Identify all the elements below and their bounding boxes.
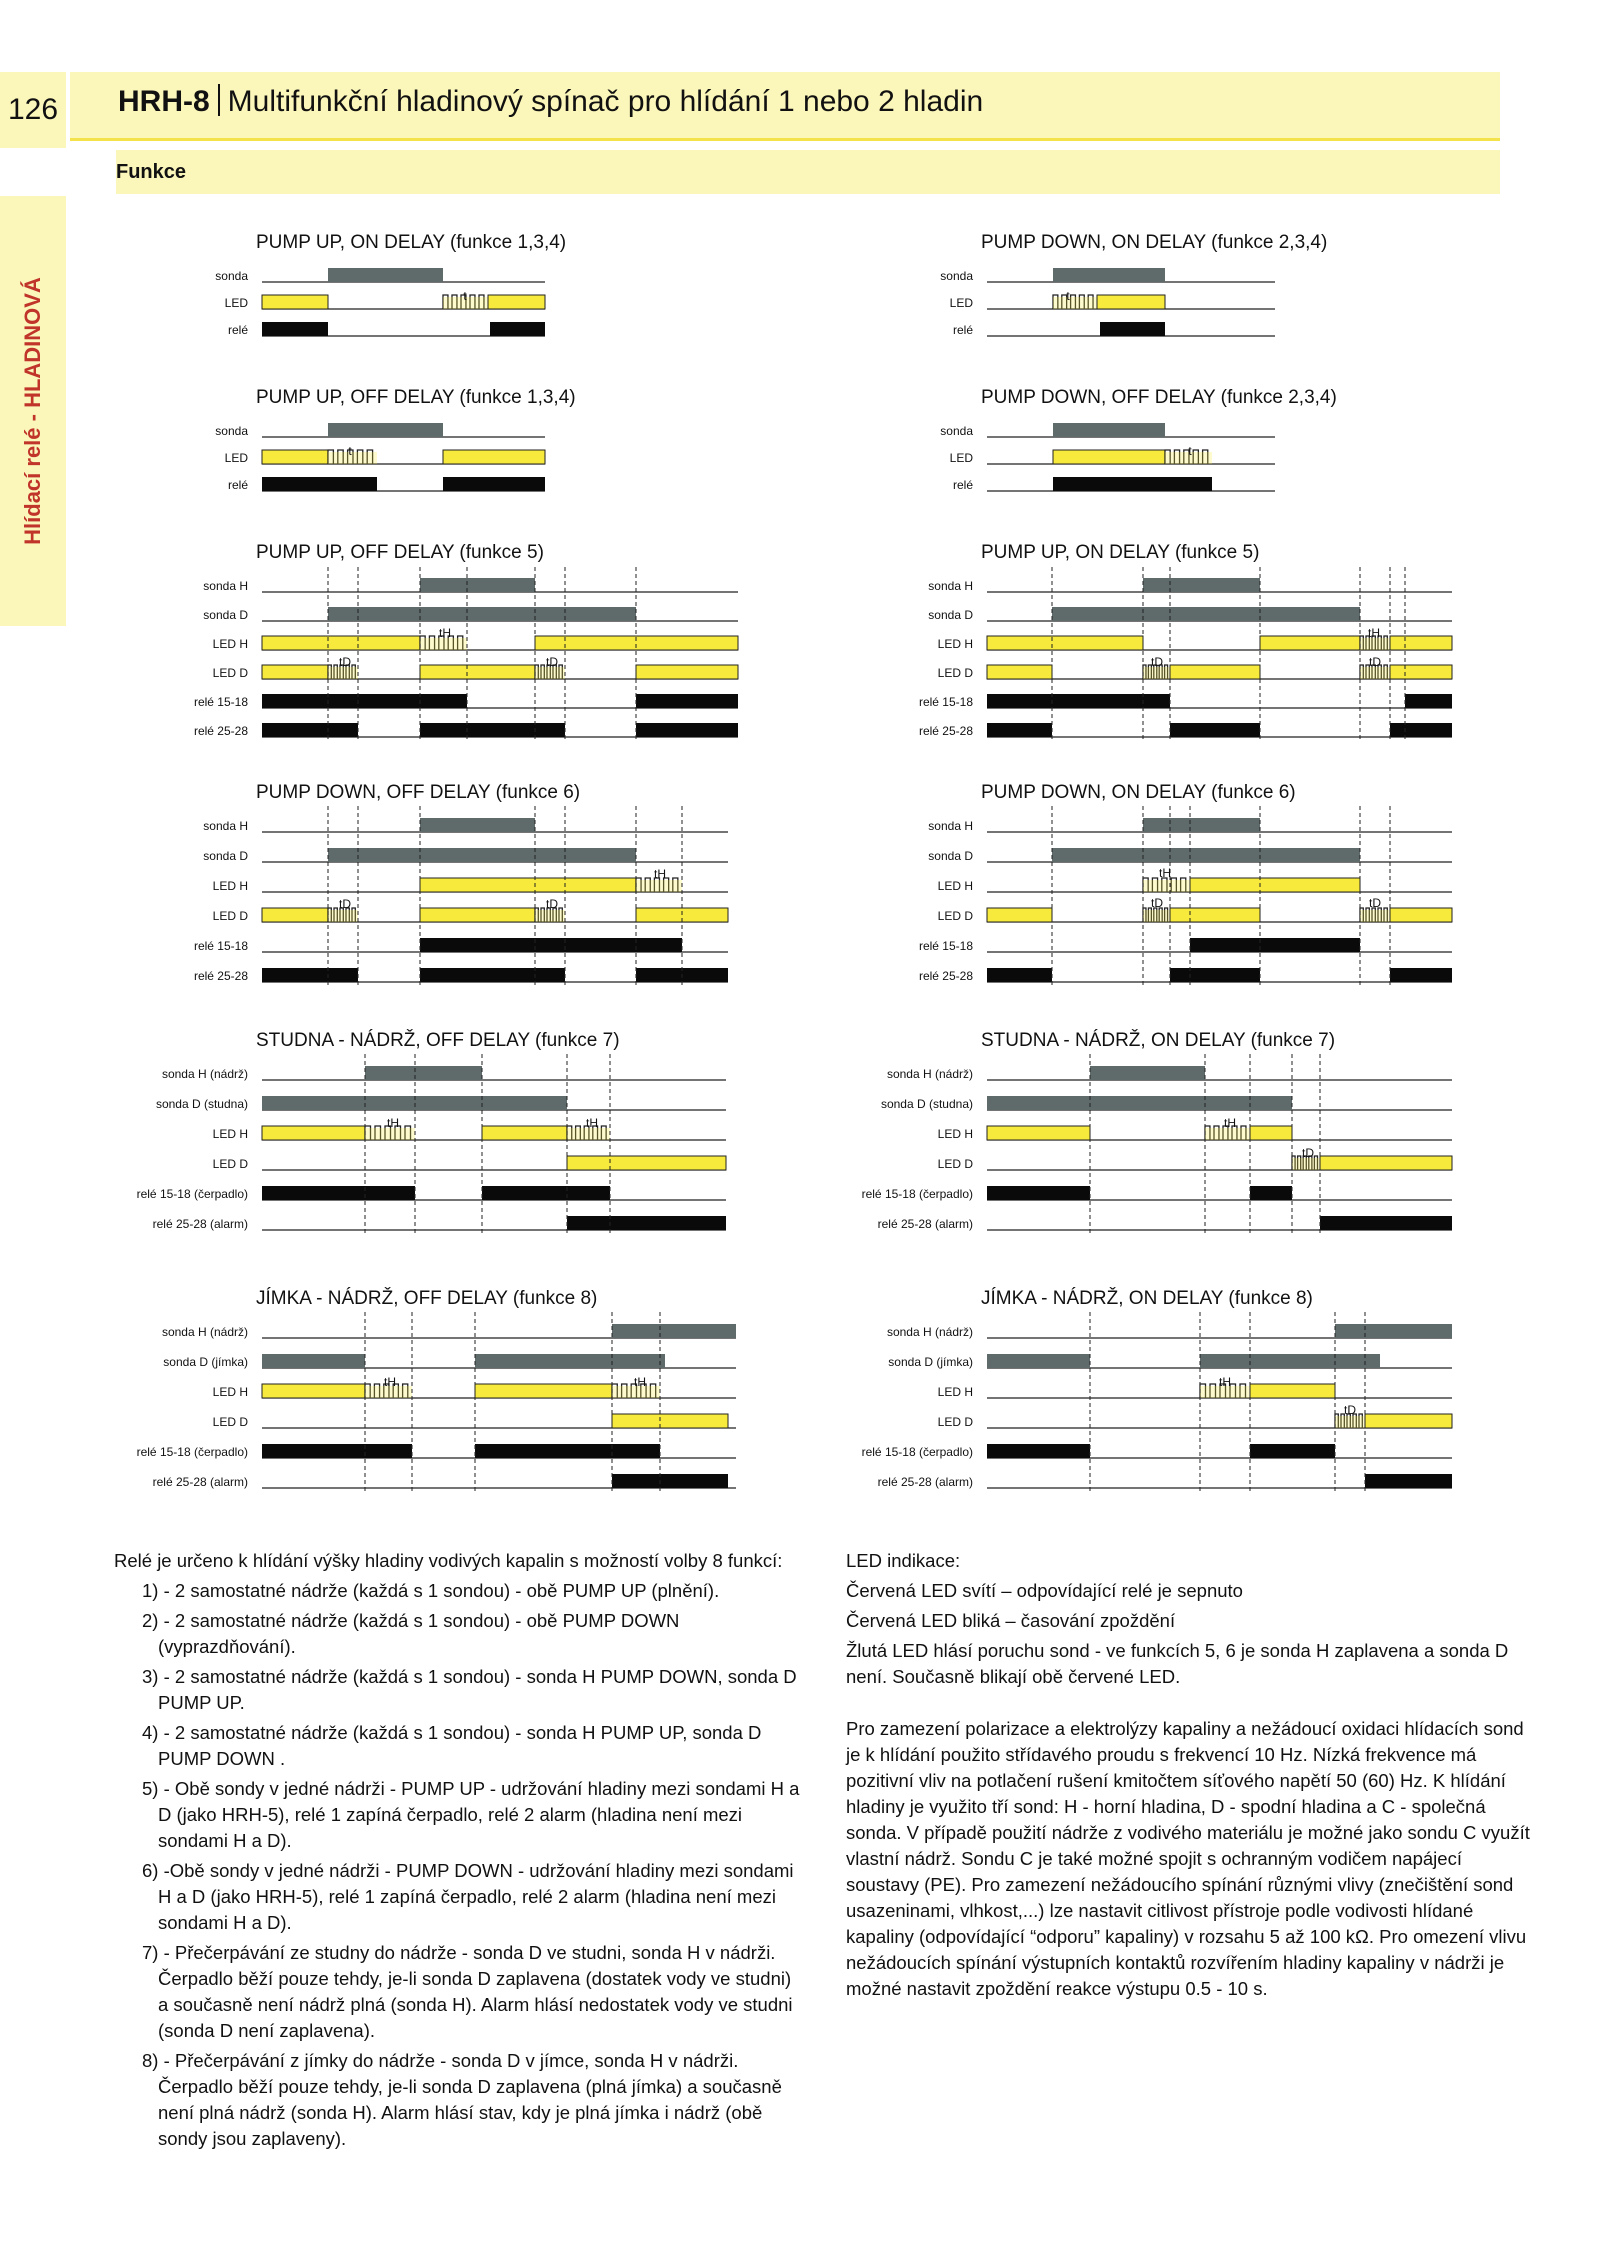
signal-label: LED D <box>212 909 248 923</box>
function-item: 1) - 2 samostatné nádrže (každá s 1 sondou) - obě PUMP UP (plnění). <box>142 1580 720 1601</box>
relay-bar <box>987 1186 1090 1200</box>
relay-bar <box>636 723 738 737</box>
relay-bar <box>1190 938 1360 952</box>
probe-level-bar <box>1335 1324 1452 1338</box>
delay-pulse-fill <box>1053 297 1097 309</box>
delay-label: tH <box>439 626 451 640</box>
signal-label: sonda D <box>928 849 973 863</box>
signal-label: relé 15-18 (čerpadlo) <box>136 1187 248 1201</box>
led-bar <box>1250 1126 1292 1140</box>
delay-pulse-fill <box>1143 910 1170 922</box>
relay-bar <box>262 694 467 708</box>
relay-bar <box>1250 1186 1292 1200</box>
delay-label: tH <box>654 867 666 881</box>
signal-label: sonda D (studna) <box>880 1097 973 1111</box>
relay-bar <box>420 968 565 982</box>
function-item: 7) - Přečerpávání ze studny do nádrže - sonda D ve studni, sonda H v nádrži. Čerpadlo běží pouze tehdy, je-li sonda D zaplavena (dostatek vody ve studni) a současně není nádrž plná (sonda H). Alarm hlásí nedostatek vody ve studni (sonda D není zaplavena). <box>142 1942 793 2041</box>
signal-label: sonda <box>215 424 248 438</box>
relay-bar <box>1170 723 1260 737</box>
delay-label: tD <box>546 897 558 911</box>
delay-label: t <box>1066 289 1070 303</box>
page-number: 126 <box>0 72 66 148</box>
led-title: LED indikace: <box>846 1550 961 1571</box>
delay-pulse-fill <box>1360 910 1390 922</box>
led-bar <box>1260 636 1360 650</box>
probe-level-bar <box>1053 268 1165 282</box>
relay-bar <box>987 723 1052 737</box>
delay-label: tH <box>1219 1375 1231 1389</box>
led-bar <box>1365 1414 1452 1428</box>
led-line: Žlutá LED hlásí poruchu sond - ve funkcích 5, 6 je sonda H zaplavena a sonda D není. Současně blikají obě červené LED. <box>846 1640 1509 1687</box>
led-bar <box>1390 665 1452 679</box>
signal-label: LED <box>949 451 973 465</box>
relay-bar <box>420 938 682 952</box>
signal-label: sonda H <box>928 819 973 833</box>
led-bar <box>636 665 738 679</box>
relay-bar <box>636 694 738 708</box>
signal-label: relé 25-28 <box>918 969 973 983</box>
probe-level-bar <box>365 1066 482 1080</box>
probe-level-bar <box>1143 578 1260 592</box>
probe-level-bar <box>328 268 443 282</box>
signal-label: relé 25-28 <box>193 724 248 738</box>
delay-pulse-fill <box>1143 880 1190 892</box>
signal-label: relé 25-28 (alarm) <box>877 1217 973 1231</box>
delay-label: tH <box>1159 866 1171 880</box>
relay-bar <box>1390 968 1452 982</box>
delay-label: t <box>1188 444 1192 458</box>
diagram-title: PUMP DOWN, OFF DELAY (funkce 2,3,4) <box>981 387 1337 408</box>
relay-bar <box>1053 477 1212 491</box>
signal-label: relé 25-28 <box>918 724 973 738</box>
signal-label: sonda D (jímka) <box>888 1355 973 1369</box>
function-item: 6) -Obě sondy v jedné nádrži - PUMP DOWN - udržování hladiny mezi sondami H a D (jako HRH-5), relé 1 zapíná čerpadlo, relé 2 alarm (hladina není mezi sondami H a D). <box>142 1860 794 1933</box>
signal-label: LED H <box>937 1127 973 1141</box>
probe-level-bar <box>328 423 443 437</box>
signal-label: LED D <box>937 909 973 923</box>
signal-label: sonda D (jímka) <box>163 1355 248 1369</box>
signal-label: sonda <box>215 269 248 283</box>
led-line: Červená LED bliká – časování zpoždění <box>846 1610 1176 1631</box>
led-bar <box>987 1126 1090 1140</box>
signal-label: LED D <box>212 1157 248 1171</box>
relay-bar <box>1365 1474 1452 1488</box>
delay-label: tH <box>1224 1116 1236 1130</box>
probe-level-bar <box>1052 848 1360 862</box>
signal-label: LED D <box>937 1415 973 1429</box>
signal-label: LED H <box>937 879 973 893</box>
signal-label: sonda H <box>203 579 248 593</box>
probe-level-bar <box>1090 1066 1205 1080</box>
delay-pulse-fill <box>328 910 358 922</box>
relay-bar <box>1390 723 1452 737</box>
diagram-title: PUMP UP, ON DELAY (funkce 5) <box>981 542 1260 563</box>
signal-label: LED H <box>937 637 973 651</box>
led-bar <box>1190 878 1360 892</box>
function-item: 8) - Přečerpávání z jímky do nádrže - sonda D v jímce, sonda H v nádrži. Čerpadlo běží pouze tehdy, je-li sonda D zaplavena (plná jímka) a současně není plná nádrž (sonda H). Alarm hlásí stav, kdy je plná jímka i nádrž (obě sondy jsou zaplaveny). <box>142 2050 782 2149</box>
signal-label: relé <box>227 478 248 492</box>
intro-text: Relé je určeno k hlídání výšky hladiny vodivých kapalin s možností volby 8 funkcí: <box>114 1550 783 1571</box>
led-bar <box>1053 450 1165 464</box>
delay-label: tH <box>634 1375 646 1389</box>
probe-level-bar <box>420 578 535 592</box>
led-bar <box>443 450 545 464</box>
delay-label: t <box>463 289 467 303</box>
probe-level-bar <box>1053 423 1165 437</box>
delay-pulse-fill <box>636 880 682 892</box>
delay-pulse-fill <box>1335 1416 1365 1428</box>
relay-bar <box>1250 1444 1335 1458</box>
signal-label: LED <box>224 296 248 310</box>
signal-label: relé <box>952 478 973 492</box>
led-bar <box>262 636 420 650</box>
relay-bar <box>262 322 328 336</box>
signal-label: LED <box>224 451 248 465</box>
signal-label: sonda <box>940 269 973 283</box>
product-name: HRH-8 <box>118 85 210 118</box>
relay-bar <box>420 723 565 737</box>
signal-label: LED H <box>212 1385 248 1399</box>
led-bar <box>612 1414 728 1428</box>
diagram-title: JÍMKA - NÁDRŽ, OFF DELAY (funkce 8) <box>256 1288 598 1309</box>
led-bar <box>987 908 1052 922</box>
function-item: 2) - 2 samostatné nádrže (každá s 1 sondou) - obě PUMP DOWN (vyprazdňování). <box>142 1610 680 1657</box>
product-description: Multifunkční hladinový spínač pro hlídání 1 nebo 2 hladin <box>227 85 984 118</box>
signal-label: relé 15-18 <box>918 695 973 709</box>
led-bar <box>420 665 535 679</box>
signal-label: relé 15-18 <box>193 939 248 953</box>
led-line: Červená LED svítí – odpovídající relé je sepnuto <box>846 1580 1243 1601</box>
delay-label: tH <box>586 1116 598 1130</box>
signal-label: LED D <box>937 666 973 680</box>
description-paragraph: Pro zamezení polarizace a elektrolýzy kapaliny a nežádoucí oxidaci hlídacích sond je k hlídání použito střídavého proudu s frekvencí 10 Hz. Nízká frekvence má pozitivní vliv na potlačení rušení kmitočtem síťového napětí 50 (60) Hz. K hlídání hladiny je využito tří sond: H - horní hladina, D - spodní hladina a C - společná sonda. V případě použití nádrže z vodivého materiálu je možné jako sondu C využít vlastní nádrž. Sondu C je také možné spojit s ochranným vodičem napájecí soustavy (PE). Pro zamezení nežádoucího spínání různými vlivy (znečištění sond usazeninami, vlhkost,...) lze nastavit citlivost přístroje podle vodivosti hlídané kapaliny (odpovídající “odporu” kapaliny) v rozsahu 5 až 100 kΩ. Pro omezení vlivu nežádoucích spínání výstupních kontaktů rozvířením hladiny kapaliny v nádrži je možné nastavit zpoždění reakce výstupu 0.5 - 10 s. <box>846 1718 1530 1999</box>
signal-label: sonda <box>940 424 973 438</box>
signal-label: sonda H (nádrž) <box>886 1325 973 1339</box>
side-label: Hlídací relé - HLADINOVÁ <box>20 277 45 545</box>
led-bar <box>1390 636 1452 650</box>
signal-label: LED D <box>212 1415 248 1429</box>
delay-label: tD <box>339 655 351 669</box>
signal-label: LED D <box>937 1157 973 1171</box>
led-bar <box>1390 908 1452 922</box>
function-item: 3) - 2 samostatné nádrže (každá s 1 sondou) - sonda H PUMP DOWN, sonda D PUMP UP. <box>142 1666 797 1713</box>
relay-bar <box>567 1216 726 1230</box>
delay-label: tH <box>387 1116 399 1130</box>
led-bar <box>987 636 1143 650</box>
diagram-title: PUMP DOWN, ON DELAY (funkce 6) <box>981 782 1296 803</box>
signal-label: relé 25-28 (alarm) <box>152 1217 248 1231</box>
signal-label: sonda H <box>928 579 973 593</box>
probe-level-bar <box>612 1324 736 1338</box>
led-bar <box>262 665 328 679</box>
led-bar <box>262 295 328 309</box>
probe-level-bar <box>987 1354 1090 1368</box>
signal-label: relé 15-18 <box>193 695 248 709</box>
delay-label: tH <box>1368 626 1380 640</box>
signal-label: relé <box>227 323 248 337</box>
signal-label: relé 15-18 <box>918 939 973 953</box>
relay-bar <box>612 1474 728 1488</box>
probe-level-bar <box>262 1354 365 1368</box>
relay-bar <box>262 1444 412 1458</box>
led-bar <box>1170 665 1260 679</box>
relay-bar <box>475 1444 660 1458</box>
signal-label: relé 25-28 (alarm) <box>877 1475 973 1489</box>
signal-label: LED H <box>212 879 248 893</box>
led-bar <box>1170 908 1260 922</box>
led-bar <box>567 1156 726 1170</box>
delay-label: t <box>348 444 352 458</box>
delay-pulse-fill <box>535 910 565 922</box>
signal-label: LED H <box>212 637 248 651</box>
diagram-title: JÍMKA - NÁDRŽ, ON DELAY (funkce 8) <box>981 1288 1313 1309</box>
led-bar <box>262 1384 365 1398</box>
probe-level-bar <box>987 1096 1292 1110</box>
led-bar <box>420 908 535 922</box>
signal-label: sonda D (studna) <box>155 1097 248 1111</box>
signal-label: sonda D <box>203 608 248 622</box>
led-bar <box>1250 1384 1335 1398</box>
signal-label: sonda H (nádrž) <box>161 1325 248 1339</box>
signal-label: sonda H (nádrž) <box>161 1067 248 1081</box>
diagram-title: STUDNA - NÁDRŽ, OFF DELAY (funkce 7) <box>256 1030 620 1051</box>
relay-bar <box>1320 1216 1452 1230</box>
delay-label: tD <box>546 655 558 669</box>
relay-bar <box>987 968 1052 982</box>
relay-bar <box>1100 322 1165 336</box>
probe-level-bar <box>328 607 636 621</box>
diagram-title: PUMP DOWN, ON DELAY (funkce 2,3,4) <box>981 232 1328 253</box>
relay-bar <box>987 1444 1090 1458</box>
probe-level-bar <box>1143 818 1260 832</box>
probe-level-bar <box>420 818 535 832</box>
delay-label: tH <box>384 1375 396 1389</box>
signal-label: sonda H (nádrž) <box>886 1067 973 1081</box>
left-column <box>114 1548 804 2152</box>
diagram-title: PUMP DOWN, OFF DELAY (funkce 6) <box>256 782 581 803</box>
relay-bar <box>1405 694 1452 708</box>
delay-pulse-fill <box>328 452 377 464</box>
led-bar <box>1320 1156 1452 1170</box>
signal-label: sonda D <box>203 849 248 863</box>
relay-bar <box>262 477 377 491</box>
led-bar <box>262 1126 365 1140</box>
delay-label: tD <box>1344 1403 1356 1417</box>
led-bar <box>262 450 328 464</box>
diagram-title: STUDNA - NÁDRŽ, ON DELAY (funkce 7) <box>981 1030 1336 1051</box>
delay-label: tD <box>1369 896 1381 910</box>
diagram-title: PUMP UP, ON DELAY (funkce 1,3,4) <box>256 232 567 253</box>
relay-bar <box>262 1186 415 1200</box>
signal-label: sonda D <box>928 608 973 622</box>
signal-label: relé 25-28 (alarm) <box>152 1475 248 1489</box>
led-bar <box>1097 295 1165 309</box>
signal-label: relé 25-28 <box>193 969 248 983</box>
led-bar <box>987 665 1052 679</box>
signal-label: relé 15-18 (čerpadlo) <box>861 1187 973 1201</box>
function-item: 5) - Obě sondy v jedné nádrži - PUMP UP - udržování hladiny mezi sondami H a D (jako HRH-5), relé 1 zapíná čerpadlo, relé 2 alarm (hladina není mezi sondami H a D). <box>142 1778 800 1851</box>
delay-label: tD <box>1151 896 1163 910</box>
probe-level-bar <box>1052 607 1360 621</box>
signal-label: LED <box>949 296 973 310</box>
led-bar <box>262 908 328 922</box>
right-column <box>846 1548 1536 2002</box>
signal-label: LED H <box>937 1385 973 1399</box>
signal-label: relé <box>952 323 973 337</box>
delay-label: tD <box>339 897 351 911</box>
signal-label: LED D <box>212 666 248 680</box>
probe-level-bar <box>1200 1354 1380 1368</box>
delay-label: tD <box>1151 655 1163 669</box>
led-bar <box>488 295 545 309</box>
signal-label: LED H <box>212 1127 248 1141</box>
section-title: Funkce <box>116 161 187 183</box>
signal-label: relé 15-18 (čerpadlo) <box>136 1445 248 1459</box>
relay-bar <box>490 322 545 336</box>
relay-bar <box>262 968 358 982</box>
relay-bar <box>443 477 545 491</box>
relay-bar <box>482 1186 610 1200</box>
function-item: 4) - 2 samostatné nádrže (každá s 1 sondou) - sonda H PUMP UP, sonda D PUMP DOWN . <box>142 1722 762 1769</box>
led-bar <box>420 878 636 892</box>
signal-label: sonda H <box>203 819 248 833</box>
relay-bar <box>1170 968 1260 982</box>
relay-bar <box>262 723 358 737</box>
diagram-title: PUMP UP, OFF DELAY (funkce 1,3,4) <box>256 387 576 408</box>
led-bar <box>475 1384 612 1398</box>
delay-label: tD <box>1302 1146 1314 1160</box>
probe-level-bar <box>475 1354 665 1368</box>
probe-level-bar <box>328 848 636 862</box>
delay-label: tD <box>1369 655 1381 669</box>
diagram-title: PUMP UP, OFF DELAY (funkce 5) <box>256 542 544 563</box>
signal-label: relé 15-18 (čerpadlo) <box>861 1445 973 1459</box>
led-bar <box>482 1126 567 1140</box>
